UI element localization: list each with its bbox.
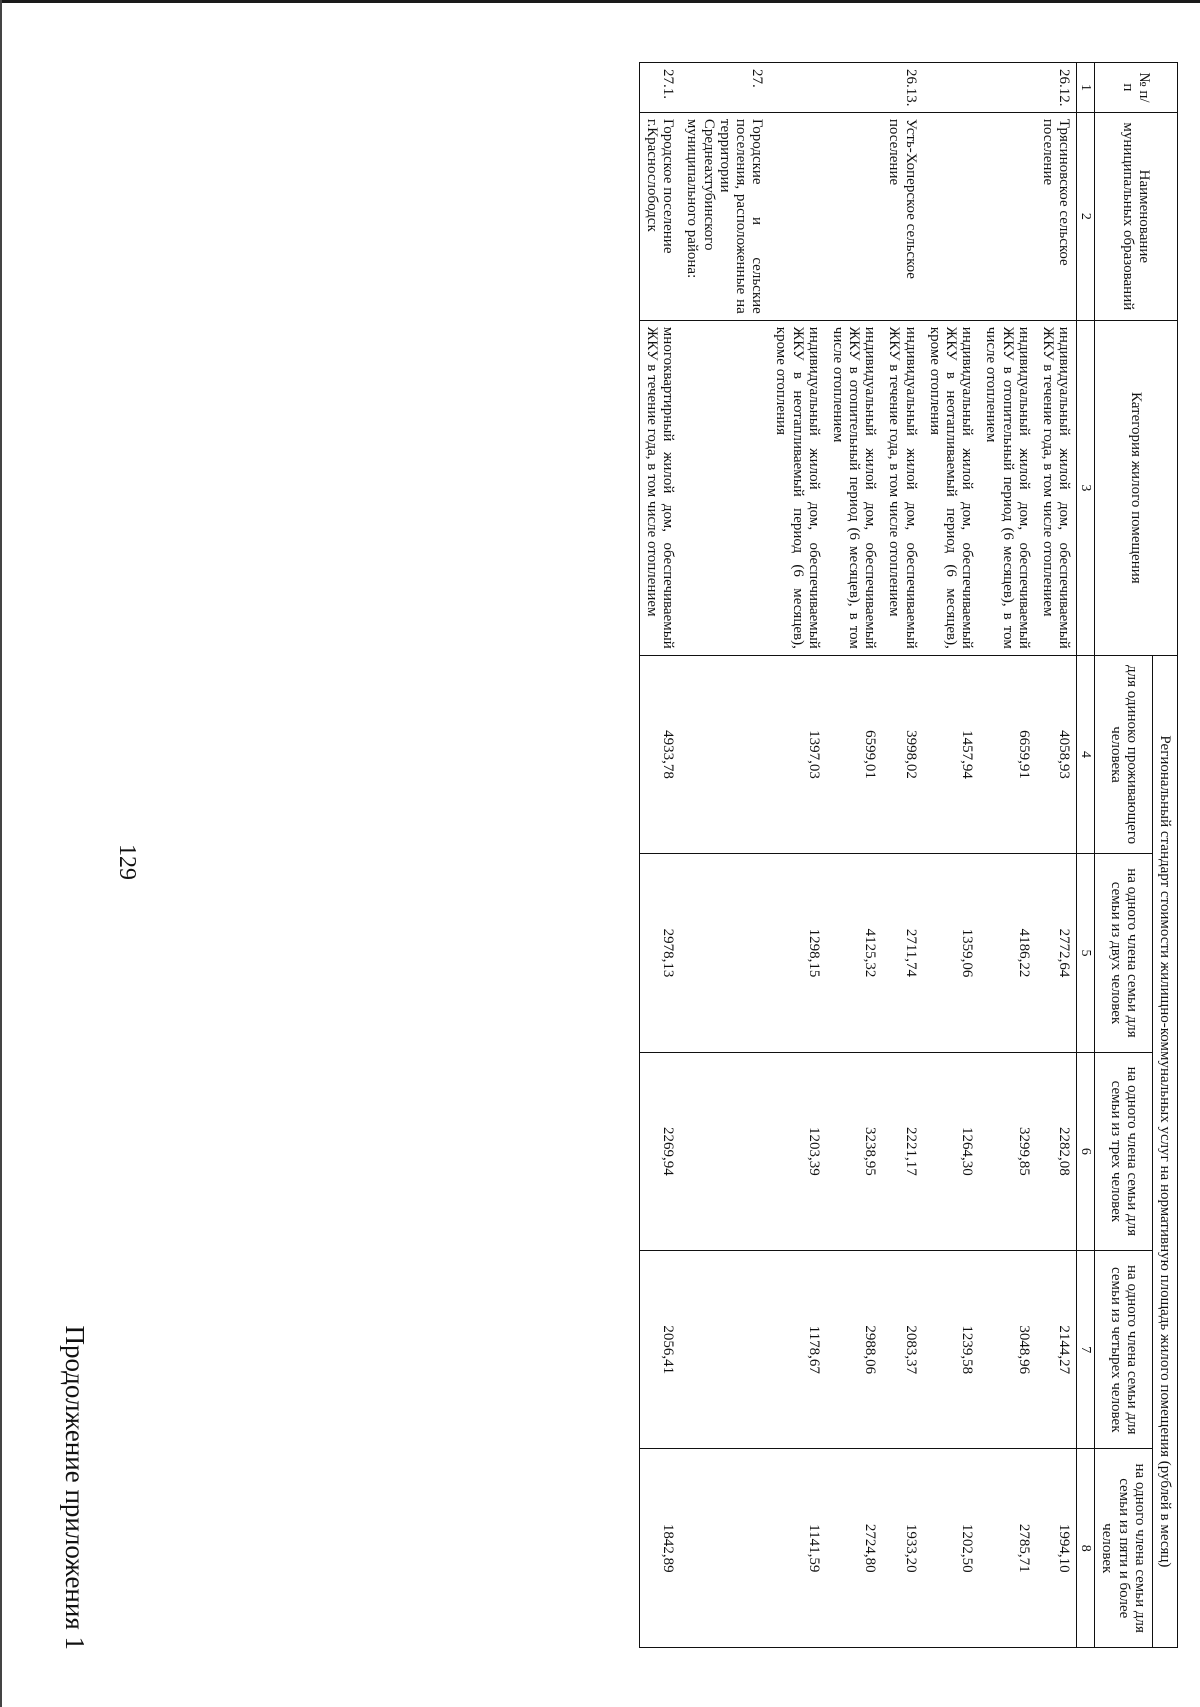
value-four xyxy=(680,1251,769,1449)
row-municipality xyxy=(826,112,883,320)
header-two: на одного члена семьи для семьи из двух человек xyxy=(1095,854,1153,1052)
value-four: 2056,41 xyxy=(639,1251,680,1449)
value-single: 6599,01 xyxy=(826,655,883,853)
column-number: 3 xyxy=(1077,320,1095,655)
row-number: 26.13. xyxy=(882,63,922,113)
table-row xyxy=(680,63,769,1648)
value-three: 3299,85 xyxy=(979,1052,1036,1250)
row-category: индивидуальный жилой дом, обеспечиваемый ЖКУ в неотапливаемый период (6 месяцев), кроме отопления xyxy=(923,320,980,655)
header-four: на одного члена семьи для семьи из четырех человек xyxy=(1095,1251,1153,1449)
row-municipality: Городские и сельские поселения, расположенные на территории Среднеахтубинского муниципального района: xyxy=(680,112,769,320)
table-row xyxy=(639,63,680,1648)
row-number: 26.12. xyxy=(1036,63,1077,113)
page-number: 129 xyxy=(114,844,140,880)
row-number xyxy=(826,63,883,113)
row-category: индивидуальный жилой дом, обеспечиваемый ЖКУ в неотапливаемый период (6 месяцев), кроме отопления xyxy=(769,320,826,655)
table-row xyxy=(826,63,883,1648)
column-number: 7 xyxy=(1077,1251,1095,1449)
continuation-title: Продолжение приложения 1 xyxy=(60,1325,90,1650)
value-two: 4186,22 xyxy=(979,854,1036,1052)
row-number xyxy=(979,63,1036,113)
value-five-plus: 1994,10 xyxy=(1036,1449,1077,1648)
value-five-plus: 1842,89 xyxy=(639,1449,680,1648)
row-number: 27.1. xyxy=(639,63,680,113)
tariff-table xyxy=(639,62,1178,1648)
header-single: для одиноко проживающего человека xyxy=(1095,655,1153,853)
value-single xyxy=(680,655,769,853)
table-row xyxy=(769,63,826,1648)
value-three: 1203,39 xyxy=(769,1052,826,1250)
value-five-plus: 1141,59 xyxy=(769,1449,826,1648)
row-number xyxy=(769,63,826,113)
value-four: 2144,27 xyxy=(1036,1251,1077,1449)
row-category: индивидуальный жилой дом, обеспечиваемый ЖКУ в отопительный период (6 месяцев), в том числе отоплением xyxy=(979,320,1036,655)
value-single: 4933,78 xyxy=(639,655,680,853)
row-municipality xyxy=(979,112,1036,320)
row-number xyxy=(923,63,980,113)
value-four: 3048,96 xyxy=(979,1251,1036,1449)
row-municipality xyxy=(923,112,980,320)
value-two: 4125,32 xyxy=(826,854,883,1052)
column-number: 8 xyxy=(1077,1449,1095,1648)
header-category: Категория жилого помещения xyxy=(1095,320,1178,655)
value-five-plus xyxy=(680,1449,769,1648)
value-two: 2711,74 xyxy=(882,854,922,1052)
table-row xyxy=(882,63,922,1648)
value-two xyxy=(680,854,769,1052)
column-number: 5 xyxy=(1077,854,1095,1052)
table-header xyxy=(1077,63,1178,1648)
value-four: 1178,67 xyxy=(769,1251,826,1449)
value-single: 3998,02 xyxy=(882,655,922,853)
header-municipality: Наименование муниципальных образований xyxy=(1095,112,1178,320)
value-two: 2772,64 xyxy=(1036,854,1077,1052)
value-two: 2978,13 xyxy=(639,854,680,1052)
column-number: 2 xyxy=(1077,112,1095,320)
row-municipality xyxy=(769,112,826,320)
value-four: 2083,37 xyxy=(882,1251,922,1449)
value-five-plus: 2724,80 xyxy=(826,1449,883,1648)
value-three: 1264,30 xyxy=(923,1052,980,1250)
row-category: многоквартирный жилой дом, обеспечиваемый ЖКУ в течение года, в том числе отоплением xyxy=(639,320,680,655)
value-single: 1397,03 xyxy=(769,655,826,853)
value-three: 2221,17 xyxy=(882,1052,922,1250)
header-standard-group: Региональный стандарт стоимости жилищно-коммунальных услуг на нормативную площадь жилого помещения (рублей в месяц) xyxy=(1152,655,1177,1647)
value-five-plus: 1933,20 xyxy=(882,1449,922,1648)
row-category xyxy=(680,320,769,655)
table-row xyxy=(979,63,1036,1648)
value-five-plus: 1202,50 xyxy=(923,1449,980,1648)
header-number: № п/п xyxy=(1095,63,1178,113)
table-row xyxy=(1036,63,1077,1648)
value-three: 2282,08 xyxy=(1036,1052,1077,1250)
column-numbers-row xyxy=(1077,63,1095,1648)
value-three xyxy=(680,1052,769,1250)
value-four: 1239,58 xyxy=(923,1251,980,1449)
value-two: 1298,15 xyxy=(769,854,826,1052)
column-number: 1 xyxy=(1077,63,1095,113)
row-municipality: Усть-Хоперское сельское поселение xyxy=(882,112,922,320)
value-five-plus: 2785,71 xyxy=(979,1449,1036,1648)
value-single: 6659,91 xyxy=(979,655,1036,853)
row-municipality: Трясиновское сельское поселение xyxy=(1036,112,1077,320)
table-row xyxy=(923,63,980,1648)
value-single: 1457,94 xyxy=(923,655,980,853)
row-number: 27. xyxy=(680,63,769,113)
column-number: 4 xyxy=(1077,655,1095,853)
header-three: на одного члена семьи для семьи из трех человек xyxy=(1095,1052,1153,1250)
row-category: индивидуальный жилой дом, обеспечиваемый ЖКУ в течение года, в том числе отоплением xyxy=(882,320,922,655)
row-municipality: Городское поселение г.Краснослободск xyxy=(639,112,680,320)
value-single: 4058,93 xyxy=(1036,655,1077,853)
value-four: 2988,06 xyxy=(826,1251,883,1449)
row-category: индивидуальный жилой дом, обеспечиваемый ЖКУ в отопительный период (6 месяцев), в том числе отоплением xyxy=(826,320,883,655)
row-category: индивидуальный жилой дом, обеспечиваемый ЖКУ в течение года, в том числе отоплением xyxy=(1036,320,1077,655)
column-number: 6 xyxy=(1077,1052,1095,1250)
value-two: 1359,06 xyxy=(923,854,980,1052)
value-three: 2269,94 xyxy=(639,1052,680,1250)
table-body xyxy=(639,63,1076,1648)
value-three: 3238,95 xyxy=(826,1052,883,1250)
header-five-plus: на одного члена семьи для семьи из пяти и более человек xyxy=(1095,1449,1153,1648)
